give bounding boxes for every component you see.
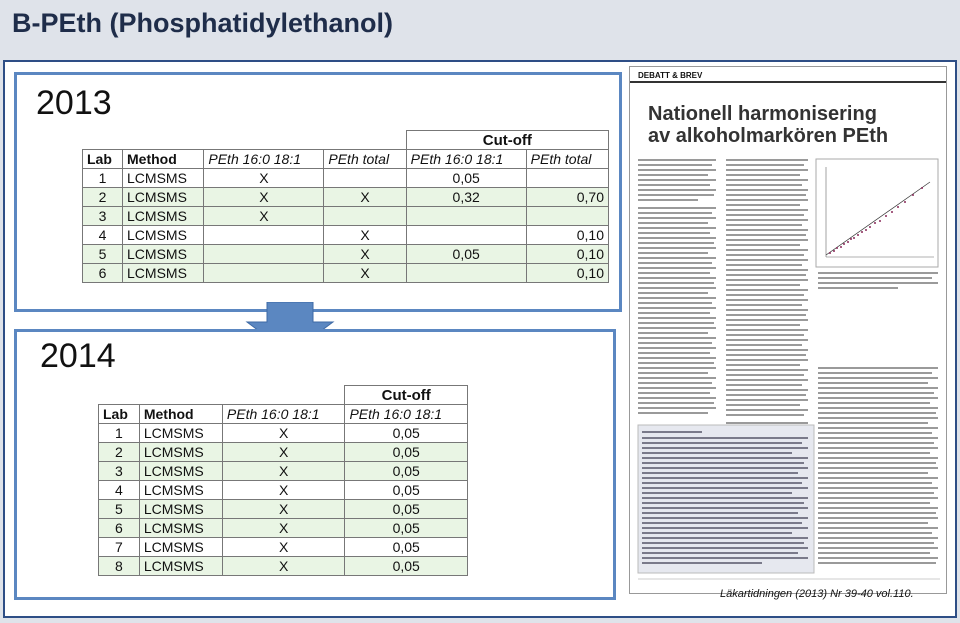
cell-cutoff-161 <box>406 226 526 245</box>
table-2014 <box>98 385 468 576</box>
col-header-peth-total: PEth total <box>324 150 406 169</box>
table-row <box>83 264 609 283</box>
cell-cutoff-total: 0,10 <box>526 264 608 283</box>
article-headline-line1: Nationell harmonisering <box>648 103 877 125</box>
cell-cutoff-161: 0,05 <box>345 538 468 557</box>
table-header-row <box>83 150 609 169</box>
cell-method: LCMSMS <box>139 462 222 481</box>
table-row <box>83 207 609 226</box>
article-image <box>629 66 947 594</box>
cutoff-header: Cut-off <box>345 386 468 405</box>
col-header-cutoff-peth-total: PEth total <box>526 150 608 169</box>
cell-lab: 1 <box>83 169 123 188</box>
cell-cutoff-total <box>526 169 608 188</box>
cell-lab: 4 <box>83 226 123 245</box>
cell-cutoff-161: 0,05 <box>406 169 526 188</box>
col-header-cutoff-peth-161: PEth 16:0 18:1 <box>406 150 526 169</box>
cell-peth-total: X <box>324 264 406 283</box>
cell-peth-161: X <box>222 462 345 481</box>
cell-cutoff-161: 0,32 <box>406 188 526 207</box>
col-header-peth-161: PEth 16:0 18:1 <box>204 150 324 169</box>
cell-cutoff-161 <box>406 207 526 226</box>
cell-cutoff-161: 0,05 <box>345 519 468 538</box>
cell-peth-total <box>324 169 406 188</box>
cell-lab: 2 <box>99 443 140 462</box>
cell-lab: 5 <box>83 245 123 264</box>
cell-lab: 7 <box>99 538 140 557</box>
cell-cutoff-total: 0,70 <box>526 188 608 207</box>
cell-cutoff-161: 0,05 <box>345 557 468 576</box>
cell-lab: 8 <box>99 557 140 576</box>
cell-peth-161 <box>204 245 324 264</box>
cell-peth-total: X <box>324 188 406 207</box>
table-row <box>99 481 468 500</box>
table-cutoff-row <box>83 131 609 150</box>
cell-peth-161 <box>204 226 324 245</box>
cell-lab: 4 <box>99 481 140 500</box>
col-header-lab: Lab <box>83 150 123 169</box>
cell-method: LCMSMS <box>123 264 204 283</box>
cell-cutoff-total: 0,10 <box>526 245 608 264</box>
cell-peth-total: X <box>324 245 406 264</box>
cell-peth-161: X <box>222 481 345 500</box>
table-row <box>83 188 609 207</box>
table-row <box>83 169 609 188</box>
cell-lab: 5 <box>99 500 140 519</box>
cell-method: LCMSMS <box>139 481 222 500</box>
col-header-peth-161: PEth 16:0 18:1 <box>222 405 345 424</box>
table-cutoff-row <box>99 386 468 405</box>
table-row <box>99 424 468 443</box>
cell-peth-161 <box>204 264 324 283</box>
table-row <box>83 245 609 264</box>
cell-peth-161: X <box>222 519 345 538</box>
table-row <box>99 557 468 576</box>
article-section: DEBATT & BREV <box>638 71 703 80</box>
year-2014-label: 2014 <box>40 337 116 375</box>
cell-cutoff-161: 0,05 <box>345 462 468 481</box>
cell-peth-total <box>324 207 406 226</box>
col-header-cutoff-peth-161: PEth 16:0 18:1 <box>345 405 468 424</box>
table-row <box>99 538 468 557</box>
page-title: B-PEth (Phosphatidylethanol) <box>12 8 393 38</box>
cell-peth-161: X <box>222 443 345 462</box>
cell-method: LCMSMS <box>139 538 222 557</box>
cell-method: LCMSMS <box>123 207 204 226</box>
cell-lab: 1 <box>99 424 140 443</box>
cell-lab: 6 <box>99 519 140 538</box>
cell-method: LCMSMS <box>123 226 204 245</box>
source-caption: Läkartidningen (2013) Nr 39-40 vol.110. <box>720 588 914 600</box>
cell-cutoff-161 <box>406 264 526 283</box>
cell-method: LCMSMS <box>123 169 204 188</box>
table-row <box>99 519 468 538</box>
cell-cutoff-161: 0,05 <box>406 245 526 264</box>
cell-lab: 3 <box>99 462 140 481</box>
year-2013-label: 2013 <box>36 84 112 122</box>
cell-peth-total: X <box>324 226 406 245</box>
cell-method: LCMSMS <box>123 188 204 207</box>
cell-lab: 3 <box>83 207 123 226</box>
cell-cutoff-161: 0,05 <box>345 443 468 462</box>
cell-method: LCMSMS <box>139 443 222 462</box>
col-header-lab: Lab <box>99 405 140 424</box>
table-row <box>99 462 468 481</box>
cell-peth-161: X <box>222 557 345 576</box>
cell-cutoff-total <box>526 207 608 226</box>
cell-method: LCMSMS <box>123 245 204 264</box>
cell-method: LCMSMS <box>139 424 222 443</box>
cell-peth-161: X <box>222 424 345 443</box>
cell-cutoff-total: 0,10 <box>526 226 608 245</box>
col-header-method: Method <box>139 405 222 424</box>
article-body-text <box>630 67 947 594</box>
cell-cutoff-161: 0,05 <box>345 481 468 500</box>
article-headline-line2: av alkoholmarkören PEth <box>648 125 889 147</box>
cell-cutoff-161: 0,05 <box>345 424 468 443</box>
table-row <box>99 443 468 462</box>
cell-lab: 2 <box>83 188 123 207</box>
cell-cutoff-161: 0,05 <box>345 500 468 519</box>
cell-peth-161: X <box>204 169 324 188</box>
cell-method: LCMSMS <box>139 519 222 538</box>
cell-lab: 6 <box>83 264 123 283</box>
cell-method: LCMSMS <box>139 557 222 576</box>
cell-peth-161: X <box>204 188 324 207</box>
col-header-method: Method <box>123 150 204 169</box>
cell-peth-161: X <box>222 500 345 519</box>
cell-method: LCMSMS <box>139 500 222 519</box>
table-row <box>83 226 609 245</box>
cutoff-header: Cut-off <box>406 131 608 150</box>
table-header-row <box>99 405 468 424</box>
cell-peth-161: X <box>204 207 324 226</box>
table-row <box>99 500 468 519</box>
table-2013 <box>82 130 609 283</box>
cell-peth-161: X <box>222 538 345 557</box>
